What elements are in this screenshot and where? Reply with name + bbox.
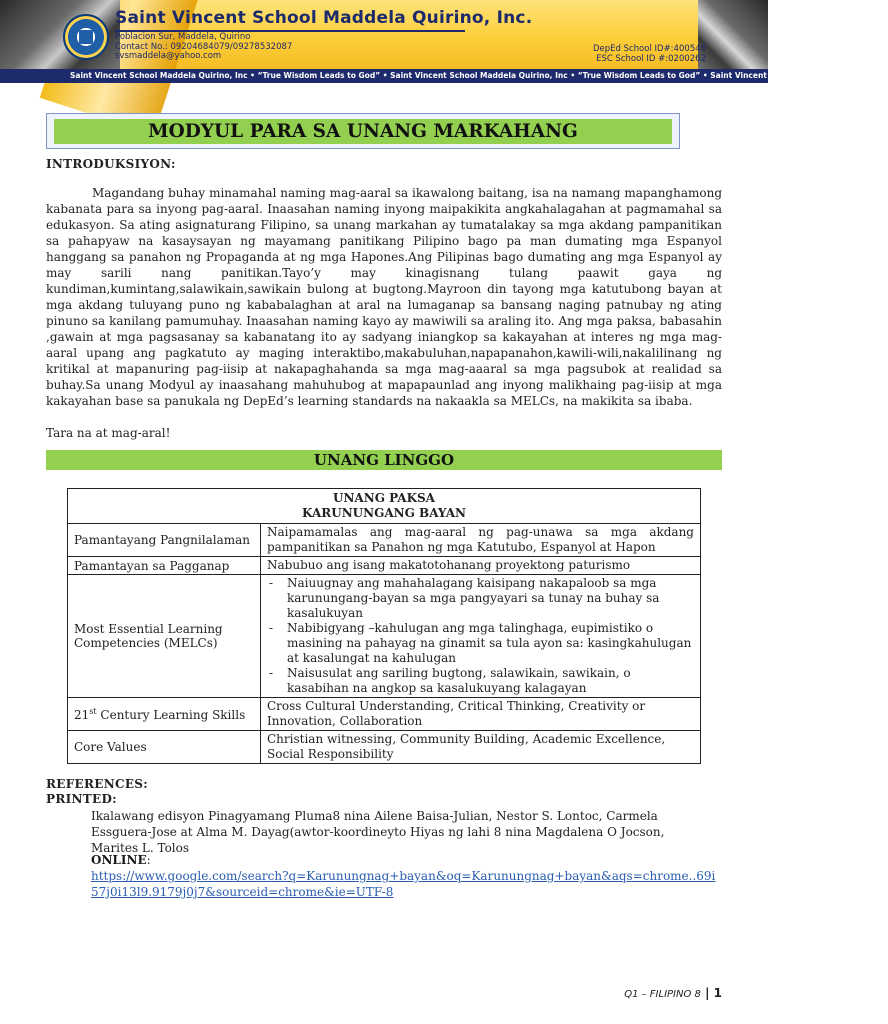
row-value: Cross Cultural Understanding, Critical Thinking, Creativity or Innovation, Collaboration	[261, 698, 701, 731]
intro-paragraph: Magandang buhay minamahal naming mag-aaral sa ikawalong baitang, isa na namang mapanghamong kabanata para sa inyong pag-aaral. Inaasahan naming inyong maipakikita angkahalagahan at pagmamahal sa edukasyon. Sa ating asignaturang Filipino, sa unang markahan ay tumatalakay sa mga akdang pampanitikan sa pahapyaw na kasaysayan ng mayamang panitikang Pilipino bago pa man dumating mga Espanyol hanggang sa panahon ng Propaganda at ng mga Hapones.Ang Pilipinas bago dumating ang mga Espanyol ay may sarili nang panitikan.Tayo’y may kinagisnang tulang paawit gaya ng kundiman,kumintang,salawikain,sawikain bulong at bugtong.Mayroon din tayong mga katutubong bayan at mga akdang tuluyang puno ng kababalaghan at aral na lumaganap sa bansang naging patnubay ng ating pinuno sa kanilang pamumuhay. Inaasahan naming kayo ay mawiwili sa araling ito. Ang mga paksa, babasahin ,gawain at mga pagsasanay sa kabanatang ito ay sadyang iniangkop sa kakayahan at interes ng mga mag-aaral upang ang pagkatuto ay maging interaktibo,makabuluhan,napapanahon,kawili-wili,nakalilinang ng kritikal at mapanuring pag-iisip at nakapaghahanda sa mga mag-aaaral sa mga pagsubok at realidad sa buhay.Sa unang Modyul ay inaasahang mahuhubog at mapapaunlad ang inyong malikhaing pag-iisip at mga kakayahan base sa panukala ng DepEd’s learning standards na nakaakla sa MELCs, na makikita sa ibaba.	[46, 186, 722, 408]
page-number: 1	[713, 986, 722, 1000]
school-address: Poblacion Sur, Maddela, Quirino	[115, 32, 251, 42]
online-label-colon: :	[146, 853, 151, 867]
header-ticker: Saint Vincent School Maddela Quirino, Inc • “True Wisdom Leads to God” • Saint Vincent School Maddela Quirino, Inc • “True Wisdom Leads to God” • Saint Vincent School Maddela Quirino, Inc	[0, 69, 768, 83]
row-label: Most Essential Learning Competencies (MELCs)	[68, 575, 261, 698]
references-block	[46, 777, 148, 807]
references-heading: REFERENCES:	[46, 777, 148, 791]
online-label-text: ONLINE	[91, 853, 147, 867]
school-contact-block	[115, 33, 292, 62]
school-name: Saint Vincent School Maddela Quirino, Inc.	[115, 8, 533, 28]
list-item: - Nabibigyang –kahulugan ang mga talinghaga, eupimistiko o masining na pahayag na ginamit sa tula ayon sa: kasingkahulugan at kasalungat na kahulugan	[267, 621, 694, 666]
list-item: - Naiuugnay ang mahahalagang kaisipang nakapaloob sa mga karunungang-bayan sa mga pangyayari sa tunay na buhay sa kasalukuyan	[267, 576, 694, 621]
school-logo	[63, 14, 109, 60]
list-item: - Naisusulat ang sariling bugtong, salawikain, sawikain, o kasabihan na angkop sa kasalukuyang kalagayan	[267, 666, 694, 696]
row-label: Core Values	[68, 731, 261, 764]
row-value: Christian witnessing, Community Building, Academic Excellence, Social Responsibility	[261, 731, 701, 764]
module-title: MODYUL PARA SA UNANG MARKAHANG	[54, 119, 672, 144]
school-contact: Contact No.: 09204684079/09278532087	[115, 41, 293, 52]
row-label	[68, 698, 261, 731]
row-value: Naipamamalas ang mag-aaral ng pag-unawa sa mga akdang pampanitikan sa Panahon ng mga Katutubo, Espanyol at Hapon	[261, 524, 701, 557]
topic-table	[67, 488, 701, 764]
footer-separator: |	[700, 986, 714, 1000]
topic-title: KARUNUNGANG BAYAN	[302, 506, 466, 520]
table-header-row	[68, 489, 701, 524]
topic-number: UNANG PAKSA	[332, 491, 435, 505]
week-title: UNANG LINGGO	[46, 450, 722, 470]
melc-list	[267, 576, 694, 696]
table-row	[68, 524, 701, 557]
intro-closing: Tara na at mag-aral!	[46, 426, 171, 440]
school-email: svsmaddela@yahoo.com	[115, 51, 222, 61]
school-header-banner	[0, 0, 888, 83]
skills-label-num: 21	[74, 707, 90, 722]
printed-reference: Ikalawang edisyon Pinagyamang Pluma8 nina Ailene Baisa-Julian, Nestor S. Lontoc, Carmela Essguera-Jose at Alma M. Dayag(awtor-koordineyto Hiyas ng lahi 8 nina Magdalena O Jocson, Marites L. Tolos	[91, 809, 665, 855]
skills-label-rest: Century Learning Skills	[96, 707, 246, 722]
deped-school-id: DepEd School ID#:400546	[592, 44, 706, 54]
table-row-melcs	[68, 575, 701, 698]
table-row	[68, 698, 701, 731]
table-row	[68, 731, 701, 764]
melc-list-cell	[261, 575, 701, 698]
intro-heading: INTRODUKSIYON:	[46, 157, 176, 171]
row-label: Pamantayang Pangnilalaman	[68, 524, 261, 557]
table-row	[68, 557, 701, 575]
online-reference-link[interactable]: https://www.google.com/search?q=Karunungnag+bayan&oq=Karunungnag+bayan&aqs=chrome..69i57j0i13l9.9179j0j7&sourceid=chrome&ie=UTF-8	[91, 869, 716, 899]
online-heading	[91, 853, 151, 867]
row-value: Nabubuo ang isang makatotohanang proyektong paturismo	[261, 557, 701, 575]
table-heading	[68, 489, 701, 524]
printed-heading: PRINTED:	[46, 792, 117, 806]
row-label: Pamantayan sa Pagganap	[68, 557, 261, 575]
school-ids	[593, 44, 706, 64]
skills-label-sup: st	[89, 706, 97, 716]
module-title-box	[46, 113, 680, 149]
page-footer	[624, 986, 722, 1000]
footer-label: Q1 – FILIPINO 8	[624, 989, 701, 1000]
esc-school-id: ESC School ID #:0200262	[596, 54, 706, 64]
